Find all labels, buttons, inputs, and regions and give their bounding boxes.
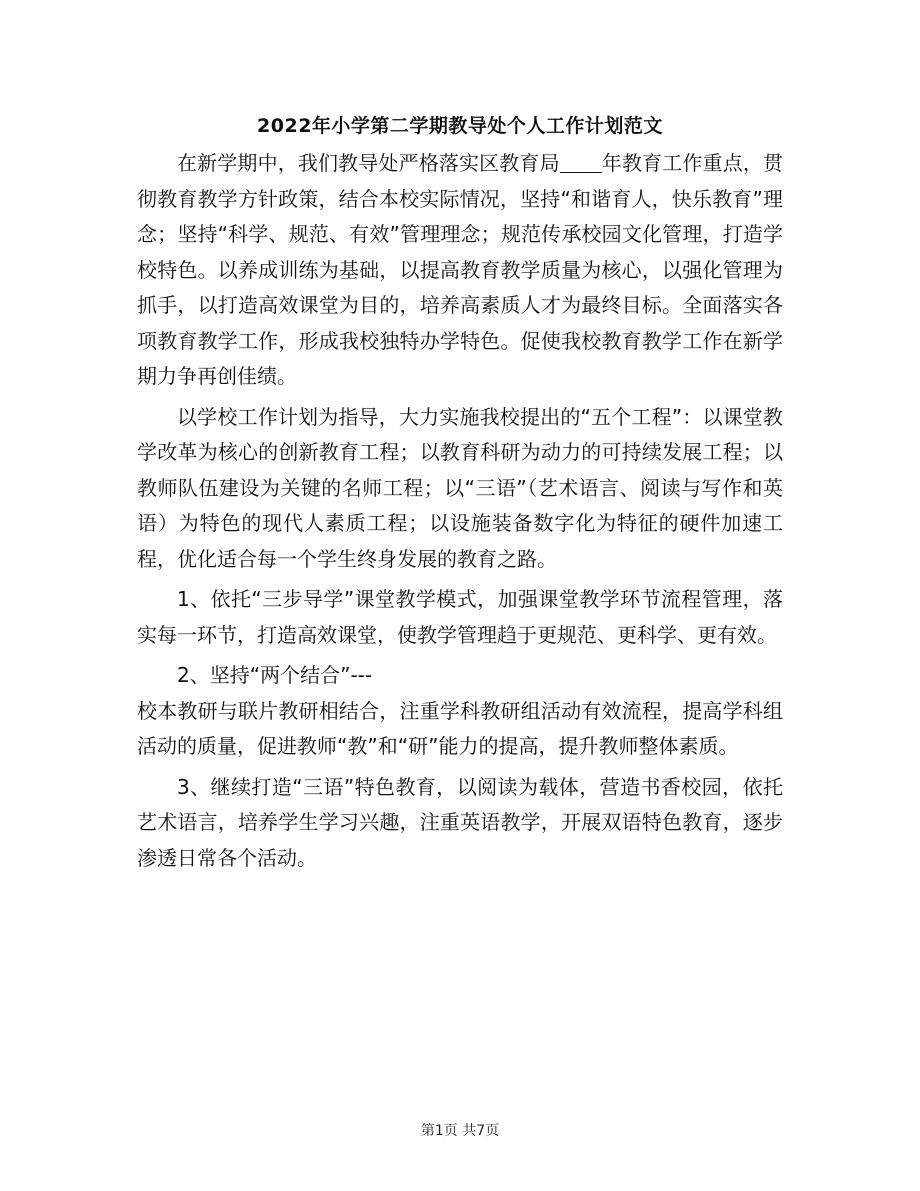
- fill-in-blank: [560, 152, 602, 173]
- paragraph-item-2-body: 校本教研与联片教研相结合，注重学科教研组活动有效流程，提高学科组活动的质量，促进教师“教”和“研”能力的提高，提升教师整体素质。: [137, 698, 783, 758]
- paragraph-five-projects: 以学校工作计划为指导，大力实施我校提出的“五个工程”：以课堂教学改革为核心的创新教育工程；以教育科研为动力的可持续发展工程；以教师队伍建设为关键的名师工程；以“三语”（艺术语言、阅读与写作和英语）为特色的现代人素质工程；以设施装备数字化为特征的硬件加速工程，优化适合每一个学生终身发展的教育之路。: [137, 404, 783, 571]
- page-number-footer: 第1页 共7页: [420, 1123, 500, 1139]
- paragraph-item-2-heading: 2、坚持“两个结合”---: [177, 663, 373, 687]
- paragraph-item-3: 3、继续打造“三语”特色教育，以阅读为载体，营造书香校园，依托艺术语言，培养学生学习兴趣，注重英语教学，开展双语特色教育，逐步渗透日常各个活动。: [137, 774, 783, 870]
- paragraph-intro-part-2: 年教育工作重点，贯彻教育教学方针政策，结合本校实际情况，坚持“和谐育人，快乐教育”理念；坚持“科学、规范、有效”管理理念；规范传承校园文化管理，打造学校特色。以养成训练为基础，以提高教育教学质量为核心，以强化管理为抓手，以打造高效课堂为目的，培养高素质人才为最终目标。全面落实各项教育教学工作，形成我校独特办学特色。促使我校教育教学工作在新学期力争再创佳绩。: [137, 151, 784, 388]
- document-title: 2022年小学第二学期教导处个人工作计划范文: [257, 115, 663, 137]
- document-body: [137, 146, 783, 876]
- paragraph-intro: [137, 146, 783, 395]
- paragraph-intro-part-1: 在新学期中，我们教导处严格落实区教育局: [177, 151, 560, 175]
- paragraph-item-1: 1、依托“三步导学”课堂教学模式，加强课堂教学环节流程管理，落实每一环节，打造高效课堂，使教学管理趋于更规范、更科学、更有效。: [137, 587, 783, 647]
